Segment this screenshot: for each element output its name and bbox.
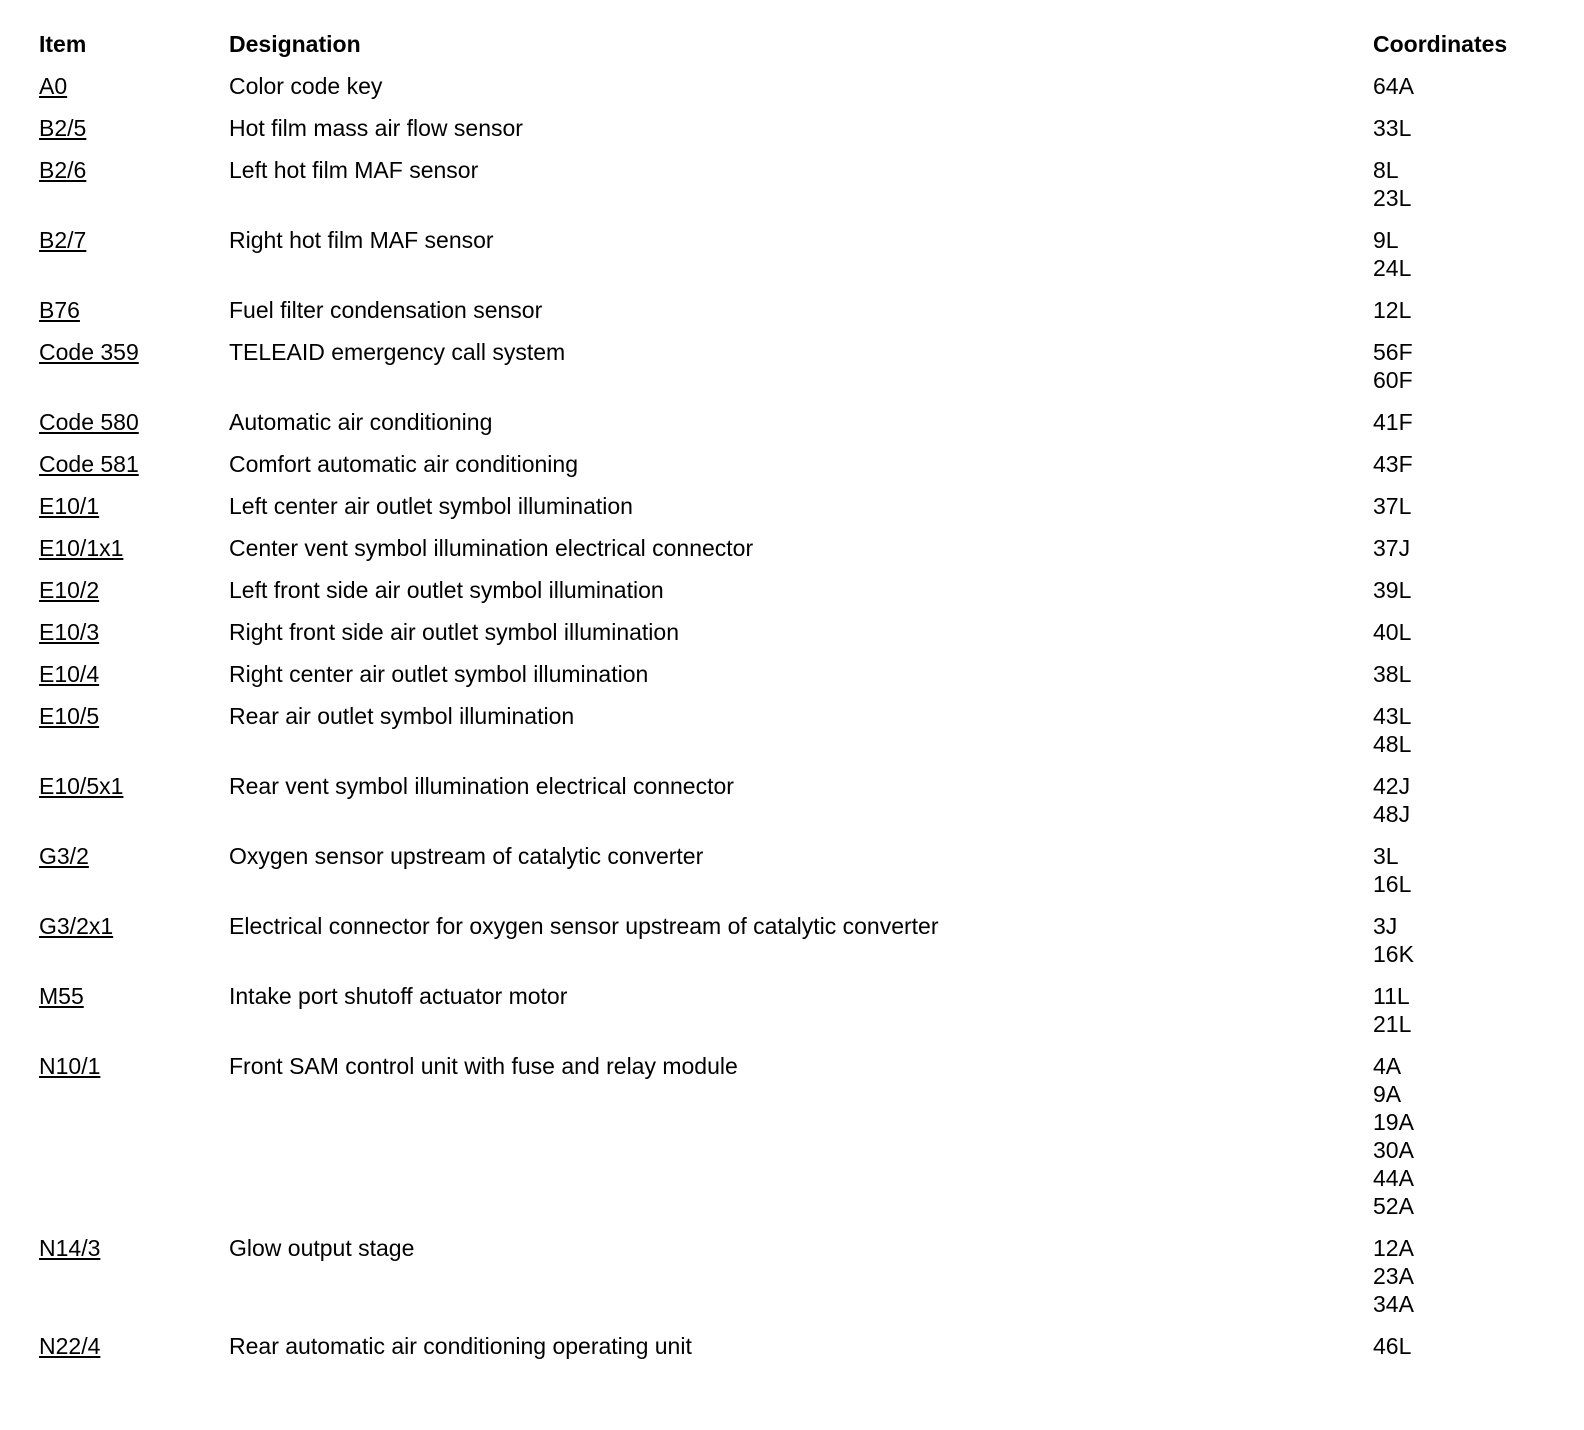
coordinates-cell xyxy=(1373,1052,1569,1220)
table-row xyxy=(39,576,1569,604)
coordinate-value: 16L xyxy=(1373,871,1412,897)
table-header xyxy=(39,30,1569,58)
item-cell xyxy=(39,842,229,870)
designation-cell: Fuel filter condensation sensor xyxy=(229,297,543,323)
coordinate-value: 19A xyxy=(1373,1109,1414,1135)
coordinate-value: 3L xyxy=(1373,843,1399,869)
item-link[interactable]: N10/1 xyxy=(39,1053,101,1079)
coordinates-cell xyxy=(1373,72,1569,100)
coordinate-value: 8L xyxy=(1373,157,1399,183)
item-link[interactable]: N22/4 xyxy=(39,1333,101,1359)
item-link[interactable]: E10/4 xyxy=(39,661,100,687)
coordinate-value: 37J xyxy=(1373,535,1411,561)
coordinates-cell xyxy=(1373,702,1569,758)
item-cell xyxy=(39,660,229,688)
item-link[interactable]: E10/2 xyxy=(39,577,100,603)
item-cell xyxy=(39,226,229,254)
item-link[interactable]: E10/5x1 xyxy=(39,773,124,799)
coordinate-value: 44A xyxy=(1373,1165,1414,1191)
table-row xyxy=(39,156,1569,212)
coordinate-value: 23A xyxy=(1373,1263,1414,1289)
designation-cell: Automatic air conditioning xyxy=(229,409,493,435)
coordinates-cell xyxy=(1373,1332,1569,1360)
item-link[interactable]: B2/5 xyxy=(39,115,87,141)
item-cell xyxy=(39,534,229,562)
coordinates-cell xyxy=(1373,1234,1569,1318)
item-link[interactable]: Code 359 xyxy=(39,339,139,365)
coordinates-cell xyxy=(1373,576,1569,604)
item-link[interactable]: G3/2x1 xyxy=(39,913,114,939)
coordinates-cell xyxy=(1373,408,1569,436)
designation-cell: Glow output stage xyxy=(229,1235,415,1261)
component-table xyxy=(39,30,1569,1374)
coordinate-value: 48L xyxy=(1373,731,1412,757)
item-link[interactable]: G3/2 xyxy=(39,843,89,869)
item-link[interactable]: B2/6 xyxy=(39,157,87,183)
coordinate-value: 3J xyxy=(1373,913,1398,939)
table-row xyxy=(39,114,1569,142)
coordinate-value: 30A xyxy=(1373,1137,1414,1163)
coordinate-value: 39L xyxy=(1373,577,1412,603)
table-row xyxy=(39,772,1569,828)
table-row xyxy=(39,492,1569,520)
coordinate-value: 41F xyxy=(1373,409,1413,435)
coordinates-cell xyxy=(1373,226,1569,282)
designation-cell: Front SAM control unit with fuse and relay module xyxy=(229,1053,738,1079)
table-row xyxy=(39,338,1569,394)
table-body xyxy=(39,72,1569,1360)
table-row xyxy=(39,450,1569,478)
item-cell xyxy=(39,912,229,940)
designation-cell: Right center air outlet symbol illumination xyxy=(229,661,649,687)
coordinate-value: 43L xyxy=(1373,703,1412,729)
designation-cell: Intake port shutoff actuator motor xyxy=(229,983,568,1009)
item-cell xyxy=(39,702,229,730)
table-row xyxy=(39,296,1569,324)
table-row xyxy=(39,660,1569,688)
table-row xyxy=(39,226,1569,282)
item-cell xyxy=(39,772,229,800)
item-cell xyxy=(39,450,229,478)
coordinate-value: 56F xyxy=(1373,339,1413,365)
item-cell xyxy=(39,114,229,142)
coordinate-value: 11L xyxy=(1373,983,1410,1009)
coordinates-cell xyxy=(1373,492,1569,520)
coordinate-value: 60F xyxy=(1373,367,1413,393)
coordinates-cell xyxy=(1373,156,1569,212)
item-link[interactable]: E10/3 xyxy=(39,619,100,645)
designation-cell: Rear automatic air conditioning operating unit xyxy=(229,1333,692,1359)
designation-cell: Right hot film MAF sensor xyxy=(229,227,494,253)
coordinate-value: 34A xyxy=(1373,1291,1414,1317)
coordinates-cell xyxy=(1373,338,1569,394)
coordinates-cell xyxy=(1373,534,1569,562)
coordinate-value: 24L xyxy=(1373,255,1412,281)
header-coordinates: Coordinates xyxy=(1373,31,1508,57)
item-link[interactable]: M55 xyxy=(39,983,84,1009)
coordinates-cell xyxy=(1373,982,1569,1038)
item-cell xyxy=(39,338,229,366)
item-cell xyxy=(39,296,229,324)
header-designation: Designation xyxy=(229,31,361,57)
item-link[interactable]: Code 581 xyxy=(39,451,139,477)
coordinate-value: 38L xyxy=(1373,661,1412,687)
designation-cell: Left hot film MAF sensor xyxy=(229,157,479,183)
item-link[interactable]: Code 580 xyxy=(39,409,139,435)
table-row xyxy=(39,1332,1569,1360)
coordinates-cell xyxy=(1373,912,1569,968)
table-row xyxy=(39,982,1569,1038)
item-cell xyxy=(39,1052,229,1080)
coordinate-value: 9A xyxy=(1373,1081,1402,1107)
designation-cell: TELEAID emergency call system xyxy=(229,339,566,365)
coordinate-value: 48J xyxy=(1373,801,1411,827)
coordinates-cell xyxy=(1373,842,1569,898)
designation-cell: Left front side air outlet symbol illumination xyxy=(229,577,664,603)
designation-cell: Rear air outlet symbol illumination xyxy=(229,703,575,729)
designation-cell: Rear vent symbol illumination electrical connector xyxy=(229,773,734,799)
table-row xyxy=(39,1052,1569,1220)
coordinate-value: 12L xyxy=(1373,297,1412,323)
item-link[interactable]: E10/1 xyxy=(39,493,100,519)
table-row xyxy=(39,408,1569,436)
table-row xyxy=(39,912,1569,968)
table-row xyxy=(39,842,1569,898)
header-item: Item xyxy=(39,31,87,57)
item-link[interactable]: B2/7 xyxy=(39,227,87,253)
item-link[interactable]: B76 xyxy=(39,297,80,323)
item-link[interactable]: E10/5 xyxy=(39,703,100,729)
coordinates-cell xyxy=(1373,450,1569,478)
coordinate-value: 42J xyxy=(1373,773,1411,799)
item-cell xyxy=(39,576,229,604)
coordinates-cell xyxy=(1373,660,1569,688)
coordinates-cell xyxy=(1373,296,1569,324)
table-row xyxy=(39,534,1569,562)
coordinate-value: 40L xyxy=(1373,619,1412,645)
item-cell xyxy=(39,408,229,436)
coordinate-value: 43F xyxy=(1373,451,1413,477)
item-cell xyxy=(39,982,229,1010)
designation-cell: Comfort automatic air conditioning xyxy=(229,451,578,477)
designation-cell: Oxygen sensor upstream of catalytic converter xyxy=(229,843,704,869)
coordinate-value: 37L xyxy=(1373,493,1412,519)
designation-cell: Electrical connector for oxygen sensor upstream of catalytic converter xyxy=(229,913,939,939)
table-row xyxy=(39,1234,1569,1318)
coordinate-value: 4A xyxy=(1373,1053,1402,1079)
designation-cell: Center vent symbol illumination electrical connector xyxy=(229,535,754,561)
item-cell xyxy=(39,156,229,184)
coordinates-cell xyxy=(1373,618,1569,646)
coordinate-value: 9L xyxy=(1373,227,1399,253)
coordinate-value: 23L xyxy=(1373,185,1412,211)
table-row xyxy=(39,72,1569,100)
designation-cell: Right front side air outlet symbol illumination xyxy=(229,619,679,645)
item-cell xyxy=(39,1234,229,1262)
item-link[interactable]: A0 xyxy=(39,73,68,99)
item-link[interactable]: E10/1x1 xyxy=(39,535,124,561)
coordinate-value: 52A xyxy=(1373,1193,1414,1219)
coordinate-value: 46L xyxy=(1373,1333,1412,1359)
coordinate-value: 64A xyxy=(1373,73,1414,99)
item-cell xyxy=(39,1332,229,1360)
designation-cell: Left center air outlet symbol illumination xyxy=(229,493,633,519)
coordinate-value: 12A xyxy=(1373,1235,1414,1261)
item-link[interactable]: N14/3 xyxy=(39,1235,101,1261)
designation-cell: Color code key xyxy=(229,73,383,99)
coordinates-cell xyxy=(1373,114,1569,142)
item-cell xyxy=(39,72,229,100)
coordinate-value: 21L xyxy=(1373,1011,1412,1037)
coordinates-cell xyxy=(1373,772,1569,828)
coordinate-value: 16K xyxy=(1373,941,1414,967)
table-row xyxy=(39,618,1569,646)
table-row xyxy=(39,702,1569,758)
designation-cell: Hot film mass air flow sensor xyxy=(229,115,523,141)
item-cell xyxy=(39,618,229,646)
coordinate-value: 33L xyxy=(1373,115,1412,141)
item-cell xyxy=(39,492,229,520)
